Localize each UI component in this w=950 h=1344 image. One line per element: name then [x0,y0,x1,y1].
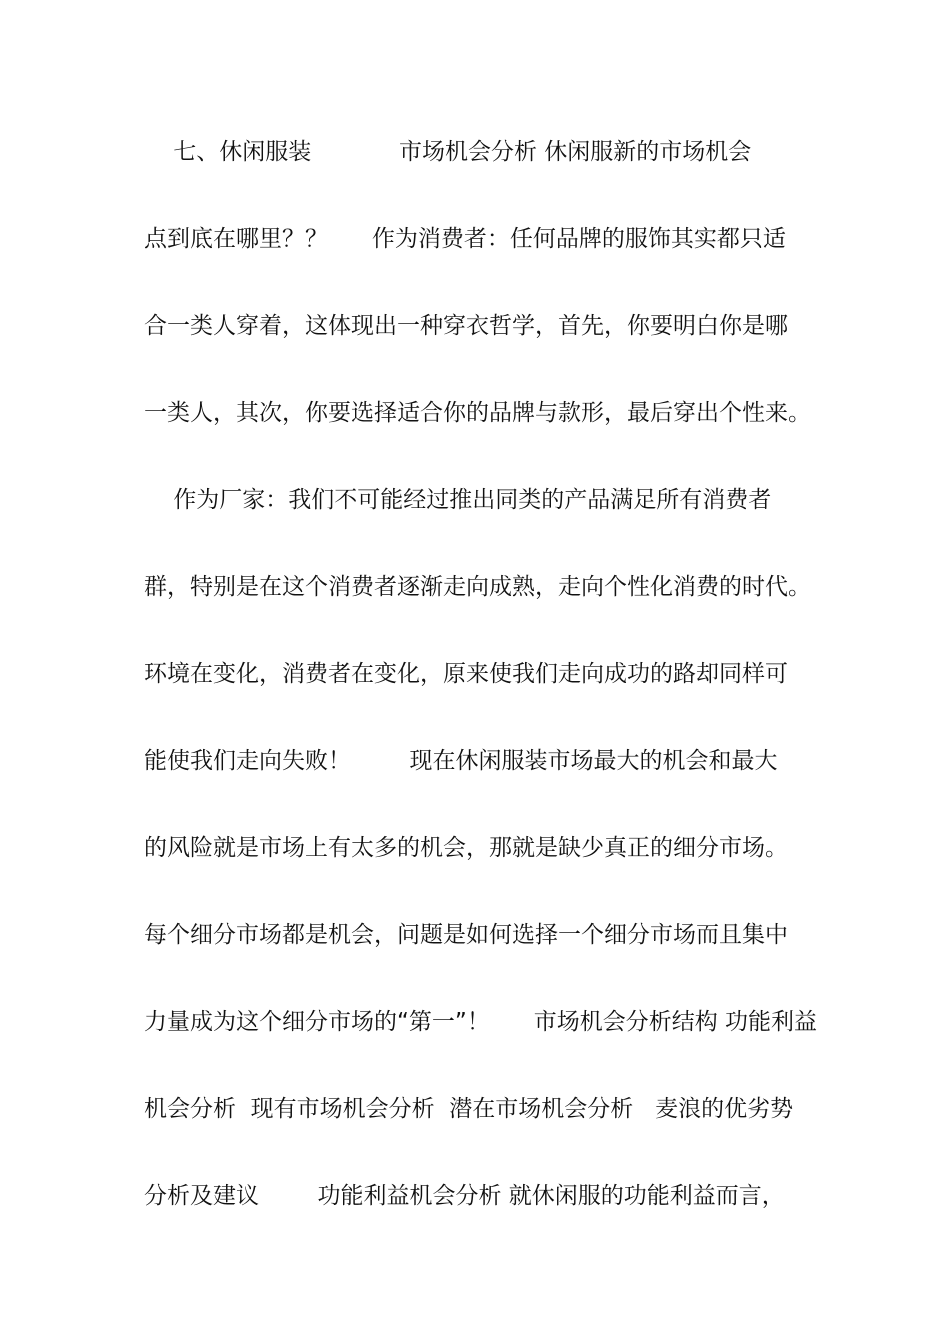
text-line: 力量成为这个细分市场的“第一”！ 市场机会分析结构 功能利益 [144,1009,818,1035]
text-line: 环境在变化，消费者在变化，原来使我们走向成功的路却同样可 [144,661,788,687]
text-line: 点到底在哪里？？ 作为消费者：任何品牌的服饰其实都只适 [144,226,786,252]
text-line: 每个细分市场都是机会，问题是如何选择一个细分市场而且集中 [144,922,788,948]
text-line: 能使我们走向失败！ 现在休闲服装市场最大的机会和最大 [144,748,778,774]
text-line: 群，特别是在这个消费者逐渐走向成熟，走向个性化消费的时代。 [144,574,811,600]
text-line: 机会分析 现有市场机会分析 潜在市场机会分析 麦浪的优劣势 [144,1096,794,1122]
text-line: 一类人，其次，你要选择适合你的品牌与款形，最后穿出个性来。 [144,400,811,426]
body-text [144,130,824,1261]
text-line: 作为厂家：我们不可能经过推出同类的产品满足所有消费者 [144,487,772,513]
text-line: 分析及建议 功能利益机会分析 就休闲服的功能利益而言， [144,1183,785,1209]
text-line: 七、休闲服装 市场机会分析 休闲服新的市场机会 [144,139,752,165]
text-line: 的风险就是市场上有太多的机会，那就是缺少真正的细分市场。 [144,835,788,861]
text-line: 合一类人穿着，这体现出一种穿衣哲学，首先，你要明白你是哪 [144,313,788,339]
